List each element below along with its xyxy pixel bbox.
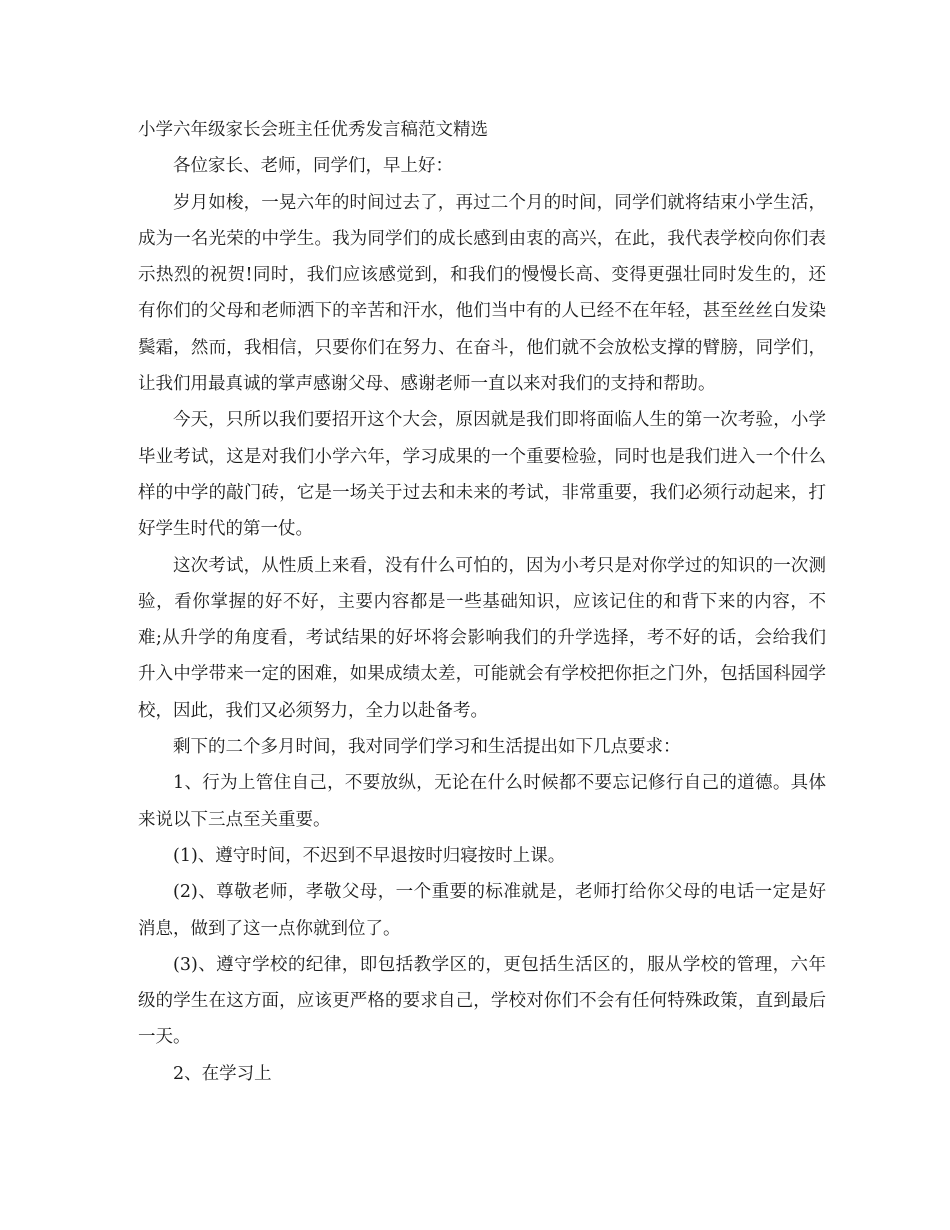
document-body xyxy=(138,112,826,1092)
paragraph-requirement-2: 2、在学习上 xyxy=(173,1063,272,1084)
paragraph-exam-nature: 这次考试，从性质上来看，没有什么可怕的，因为小考只是对你学过的知识的一次测验，看你掌握的好不好，主要内容都是一些基础知识，应该记住的和背下来的内容，不难;从升学的角度看，考试结果的好坏将会影响我们的升学选择，考不好的话，会给我们升入中学带来一定的困难，如果成绩太差，可能就会有学校把你拒之门外，包括国科园学校，因此，我们又必须努力，全力以赴备考。 xyxy=(138,555,826,721)
paragraph-opening: 岁月如梭，一晃六年的时间过去了，再过二个月的时间，同学们就将结束小学生活，成为一名光荣的中学生。我为同学们的成长感到由衷的高兴，在此，我代表学校向你们表示热烈的祝贺!同时，我们应该感觉到，和我们的慢慢长高、变得更强壮同时发生的，还有你们的父母和老师洒下的辛苦和汗水，他们当中有的人已经不在年轻，甚至丝丝白发染鬓霜，然而，我相信，只要你们在努力、在奋斗，他们就不会放松支撑的臂膀，同学们，让我们用最真诚的掌声感谢父母、感谢老师一直以来对我们的支持和帮助。 xyxy=(138,192,826,395)
paragraph-requirement-1: 1、行为上管住自己，不要放纵，无论在什么时候都不要忘记修行自己的道德。具体来说以下三点至关重要。 xyxy=(138,773,826,830)
paragraph-requirements-intro: 剩下的二个多月时间，我对同学们学习和生活提出如下几点要求： xyxy=(173,737,681,758)
paragraph-subitem-3: (3)、遵守学校的纪律，即包括教学区的，更包括生活区的，服从学校的管理，六年级的学生在这方面，应该更严格的要求自己，学校对你们不会有任何特殊政策，直到最后一天。 xyxy=(138,954,826,1048)
paragraph-subitem-1: (1)、遵守时间，不迟到不早退按时归寝按时上课。 xyxy=(173,845,566,866)
paragraph-subitem-2: (2)、尊敬老师，孝敬父母，一个重要的标准就是，老师打给你父母的电话一定是好消息，做到了这一点你就到位了。 xyxy=(138,882,826,939)
document-title: 小学六年级家长会班主任优秀发言稿范文精选 xyxy=(138,120,488,140)
paragraph-greeting: 各位家长、老师，同学们，早上好： xyxy=(173,156,453,177)
paragraph-meeting-purpose: 今天，只所以我们要招开这个大会，原因就是我们即将面临人生的第一次考验，小学毕业考试，这是对我们小学六年，学习成果的一个重要检验，同时也是我们进入一个什么样的中学的敲门砖，它是一场关于过去和未来的考试，非常重要，我们必须行动起来，打好学生时代的第一仗。 xyxy=(138,410,826,540)
